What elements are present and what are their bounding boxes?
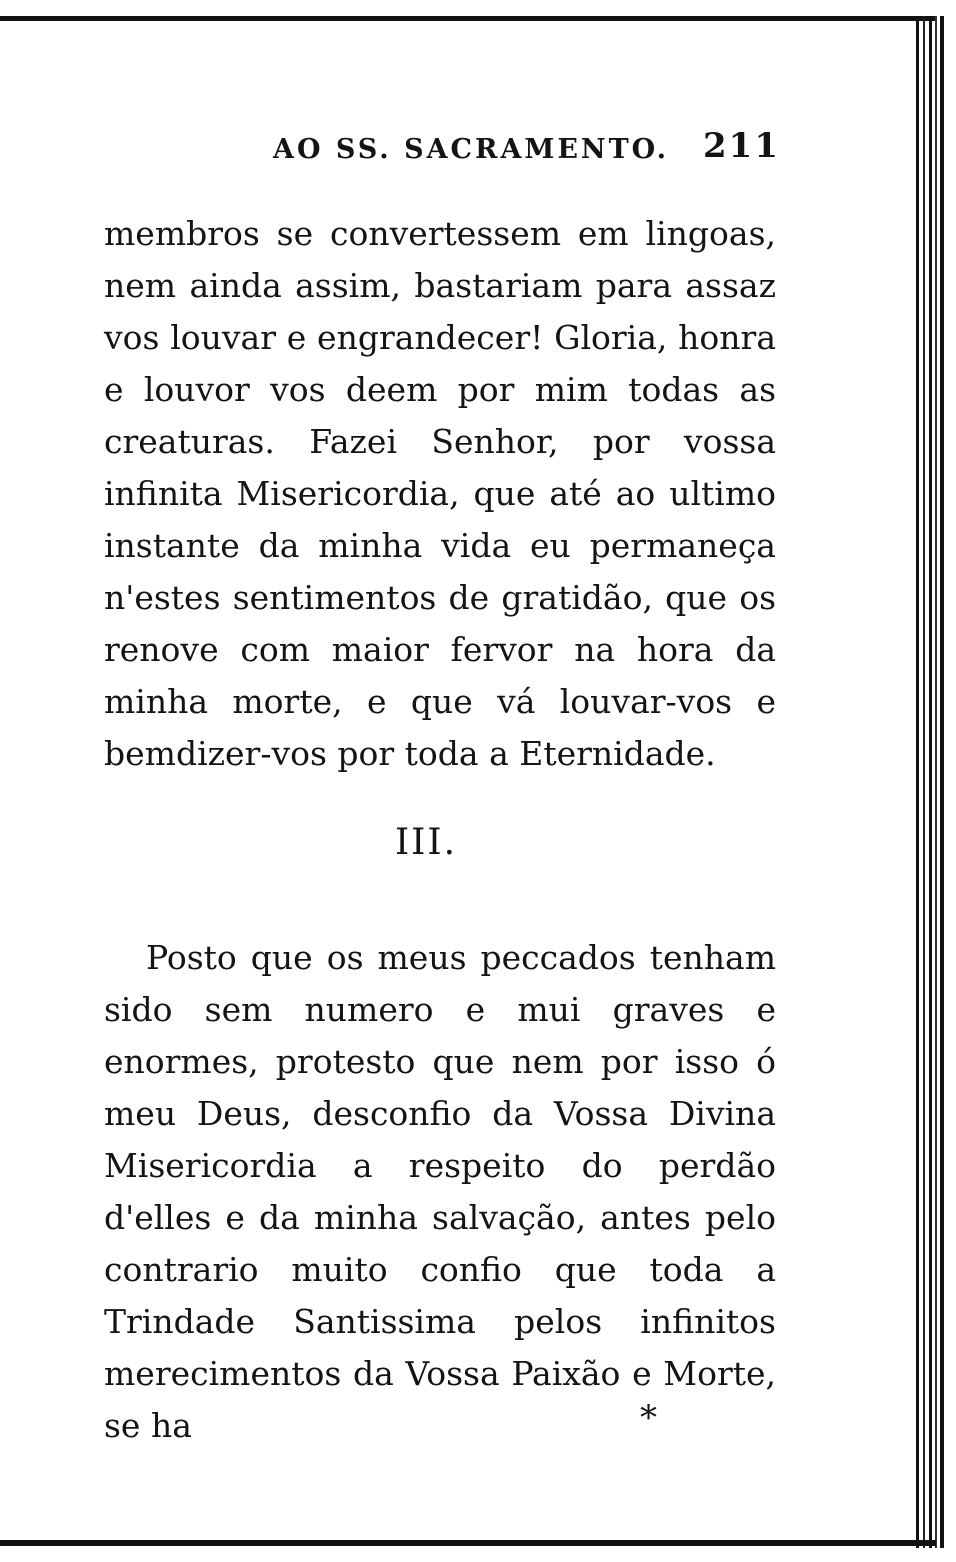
section-heading (0, 822, 956, 863)
bottom-border-rule (0, 1540, 936, 1546)
running-title: AO SS. SACRAMENTO. (273, 134, 670, 165)
page-number: 211 (703, 126, 780, 166)
book-spine-edge (916, 16, 944, 1548)
paragraph-section-iii: Posto que os meus peccados tenham sido sem numero e mui graves e enormes, protesto que nem por isso ó meu Deus, desconfio da Vossa Divina Misericordia a respeito do perdão d'elles e da minha salvação, antes pelo contrario muito confio que toda a Trindade Santissima pelos infinitos merecimentos da Vossa Paixão e Morte, se ha (104, 938, 776, 1445)
signature-mark: * (640, 1398, 657, 1438)
paragraph-continuation: membros se convertessem em lingoas, nem ainda assim, bastariam para assaz vos louvar e engrandecer! Gloria, honra e louvor vos deem por mim todas as creaturas. Fazei Senhor, por vossa infinita Misericordia, que até ao ultimo instante da minha vida eu permaneça n'estes sentimentos de gratidão, que os renove com maior fervor na hora da minha morte, e que vá louvar-vos e bemdizer-vos por toda a Eternidade. (104, 214, 776, 773)
top-border-rule (0, 16, 936, 21)
section-number: III. (394, 822, 458, 863)
page-header (240, 126, 780, 170)
